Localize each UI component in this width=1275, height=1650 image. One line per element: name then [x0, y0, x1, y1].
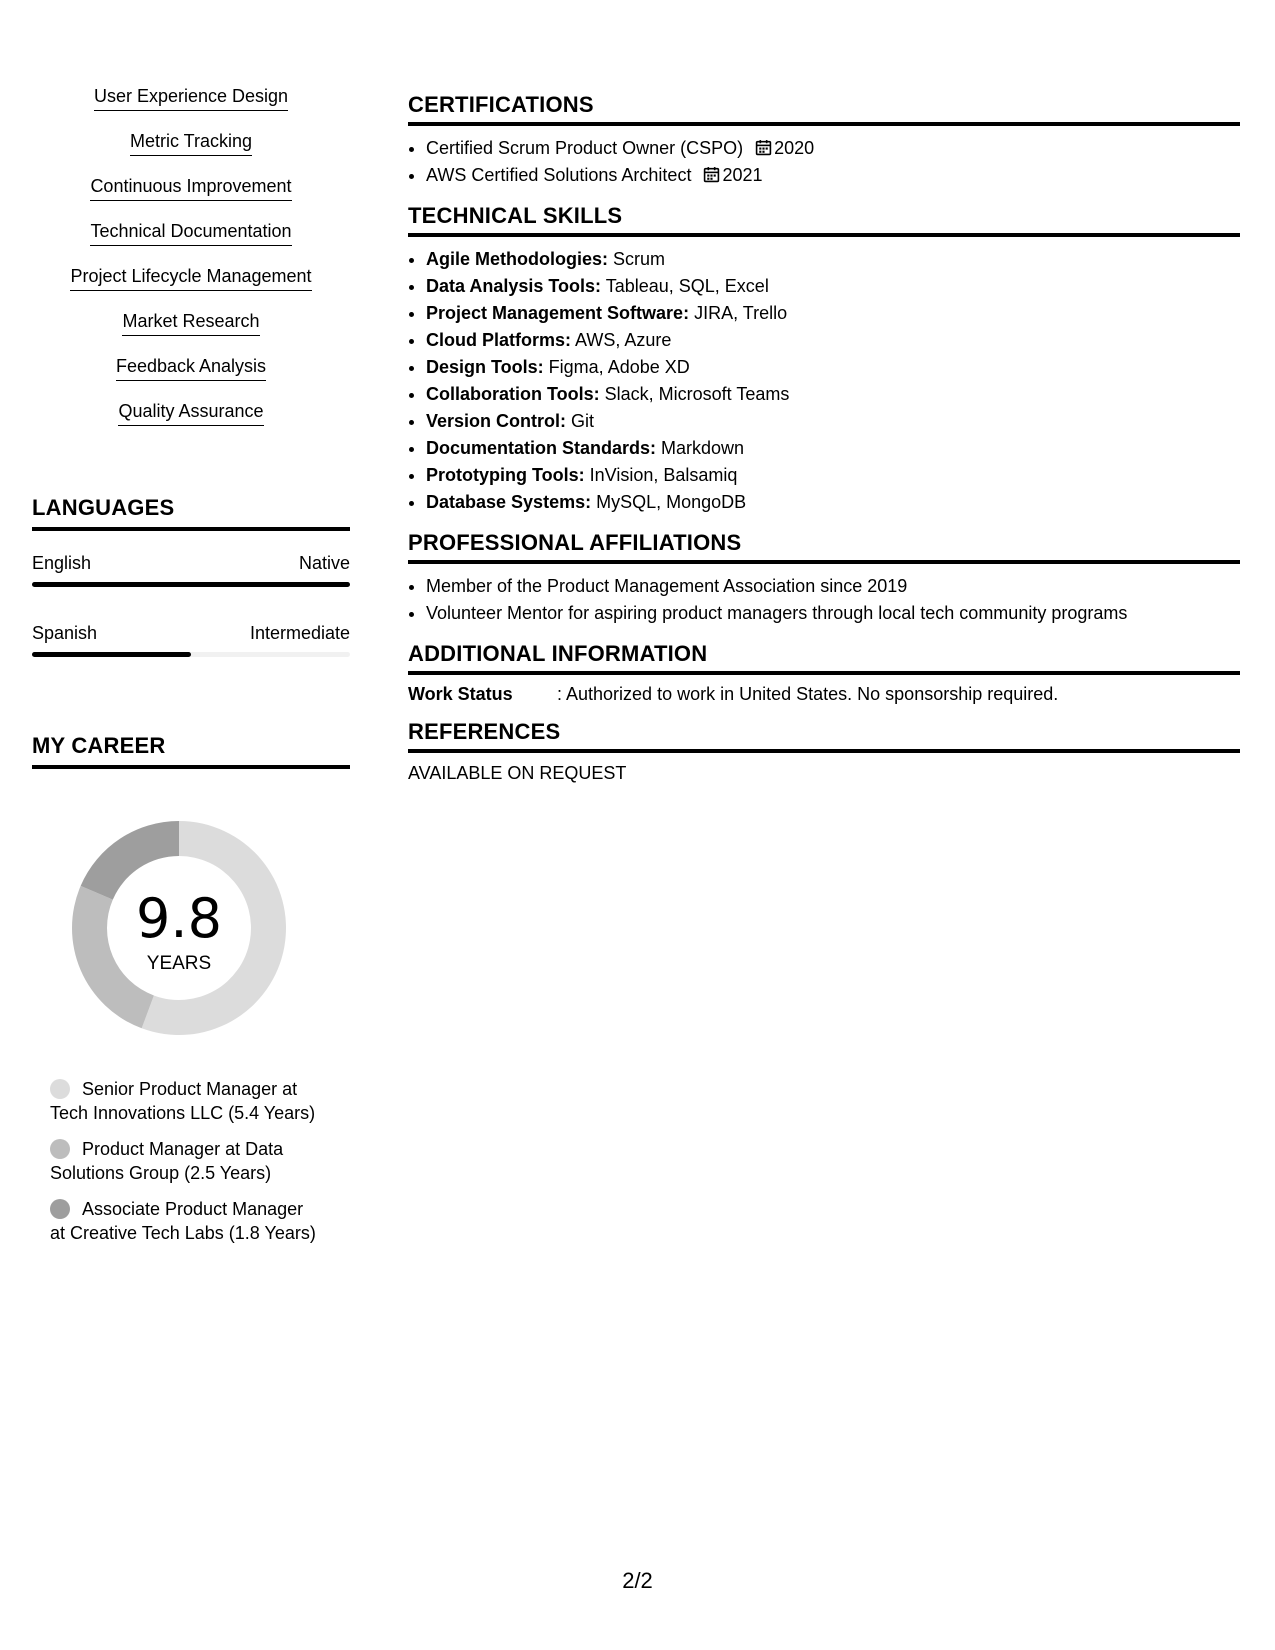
skill-category: Agile Methodologies:: [426, 249, 608, 269]
page-number: 2/2: [622, 1568, 653, 1593]
legend-swatch: [50, 1199, 70, 1219]
certification-item: [426, 162, 1240, 189]
technical-skill-item: [426, 462, 1240, 489]
affiliation-item: • Volunteer Mentor for aspiring product managers through local tech community programs: [426, 600, 1240, 627]
language-proficiency-fill: [32, 582, 350, 587]
affiliations-section: [408, 530, 1240, 627]
skill-category: Project Management Software:: [426, 303, 690, 323]
work-status-row: [408, 684, 1240, 705]
technical-skills-heading: TECHNICAL SKILLS: [408, 203, 1240, 237]
technical-skill-item: [426, 273, 1240, 300]
skill-category: Version Control:: [426, 411, 567, 431]
certification-year: 2021: [722, 165, 763, 185]
certifications-section: [408, 92, 1240, 189]
language-row: [32, 623, 350, 644]
skill-values: Slack, Microsoft Teams: [599, 384, 790, 404]
languages-heading: LANGUAGES: [32, 495, 350, 531]
skill-category: Prototyping Tools:: [426, 465, 585, 485]
skill-label: Market Research: [122, 309, 259, 336]
language-name: Spanish: [32, 623, 98, 643]
language-row: [32, 553, 350, 574]
skill-item: [32, 129, 350, 174]
right-column: [408, 92, 1240, 798]
skill-category: Data Analysis Tools:: [426, 276, 602, 296]
language-name: English: [32, 553, 92, 573]
skill-values: Markdown: [656, 438, 745, 458]
career-legend: [32, 1077, 322, 1245]
legend-label: Associate Product Manager at Creative Tech Labs (1.8 Years): [50, 1199, 316, 1243]
skill-values: Figma, Adobe XD: [543, 357, 690, 377]
skill-item: [32, 84, 350, 129]
certifications-heading: CERTIFICATIONS: [408, 92, 1240, 126]
technical-skill-item: [426, 246, 1240, 273]
legend-item: [50, 1077, 322, 1125]
career-donut-chart: [64, 813, 294, 1043]
legend-label: Product Manager at Data Solutions Group (2.5 Years): [50, 1139, 284, 1183]
affiliations-heading: PROFESSIONAL AFFILIATIONS: [408, 530, 1240, 564]
legend-item: [50, 1137, 322, 1185]
additional-info-heading: ADDITIONAL INFORMATION: [408, 641, 1240, 675]
languages-section: [32, 495, 350, 657]
career-total-unit: YEARS: [146, 953, 212, 974]
work-status-label: Work Status: [408, 684, 513, 704]
affiliation-item: • Member of the Product Management Association since 2019: [426, 573, 1240, 600]
skill-label: Continuous Improvement: [90, 174, 291, 201]
language-proficiency-bar: [32, 652, 350, 657]
certification-name: AWS Certified Solutions Architect: [426, 165, 692, 185]
language-proficiency-bar: [32, 582, 350, 587]
technical-skill-item: [426, 327, 1240, 354]
language-level: Intermediate: [249, 623, 350, 643]
technical-skill-item: [426, 435, 1240, 462]
calendar-icon: [755, 139, 772, 156]
language-level: Native: [298, 553, 350, 573]
legend-swatch: [50, 1079, 70, 1099]
skill-values: MySQL, MongoDB: [591, 492, 747, 512]
references-text: AVAILABLE ON REQUEST: [408, 763, 627, 783]
references-section: [408, 719, 1240, 784]
skill-label: Feedback Analysis: [116, 354, 266, 381]
skill-label: Project Lifecycle Management: [70, 264, 311, 291]
technical-skills-section: [408, 203, 1240, 516]
career-total-value: 9.8: [136, 887, 222, 950]
legend-label: Senior Product Manager at Tech Innovations LLC (5.4 Years): [50, 1079, 316, 1123]
certification-item: [426, 135, 1240, 162]
skill-label: Metric Tracking: [130, 129, 252, 156]
skill-category: Design Tools:: [426, 357, 544, 377]
skill-label: Quality Assurance: [118, 399, 263, 426]
references-heading: REFERENCES: [408, 719, 1240, 753]
career-heading: MY CAREER: [32, 733, 350, 769]
certifications-list: [408, 135, 1240, 189]
skill-category: Database Systems:: [426, 492, 592, 512]
technical-skill-item: [426, 381, 1240, 408]
skill-item: [32, 174, 350, 219]
technical-skills-list: [408, 246, 1240, 516]
skill-label: User Experience Design: [94, 84, 288, 111]
skill-values: Scrum: [608, 249, 666, 269]
career-section: [32, 733, 350, 1245]
certification-year: 2020: [774, 138, 815, 158]
technical-skill-item: [426, 408, 1240, 435]
legend-item: [50, 1197, 322, 1245]
affiliations-list: [408, 573, 1240, 627]
skill-values: InVision, Balsamiq: [584, 465, 738, 485]
additional-info-section: [408, 641, 1240, 705]
technical-skill-item: [426, 300, 1240, 327]
skill-item: [32, 354, 350, 399]
skill-label: Technical Documentation: [90, 219, 291, 246]
technical-skill-item: [426, 354, 1240, 381]
skill-item: [32, 399, 350, 444]
skill-category: Documentation Standards:: [426, 438, 657, 458]
calendar-icon: [703, 166, 720, 183]
skills-list: [32, 84, 350, 444]
skill-values: Git: [566, 411, 595, 431]
skill-values: Tableau, SQL, Excel: [601, 276, 769, 296]
skill-values: AWS, Azure: [571, 330, 672, 350]
left-column: [32, 84, 350, 1257]
skill-item: [32, 219, 350, 264]
skill-values: JIRA, Trello: [689, 303, 788, 323]
donut-center: [64, 813, 294, 1043]
language-proficiency-fill: [32, 652, 191, 657]
skill-item: [32, 309, 350, 354]
skill-item: [32, 264, 350, 309]
legend-swatch: [50, 1139, 70, 1159]
work-status-value: : Authorized to work in United States. No sponsorship required.: [557, 684, 1059, 704]
skill-category: Collaboration Tools:: [426, 384, 600, 404]
certification-name: Certified Scrum Product Owner (CSPO): [426, 138, 744, 158]
technical-skill-item: [426, 489, 1240, 516]
skill-category: Cloud Platforms:: [426, 330, 572, 350]
